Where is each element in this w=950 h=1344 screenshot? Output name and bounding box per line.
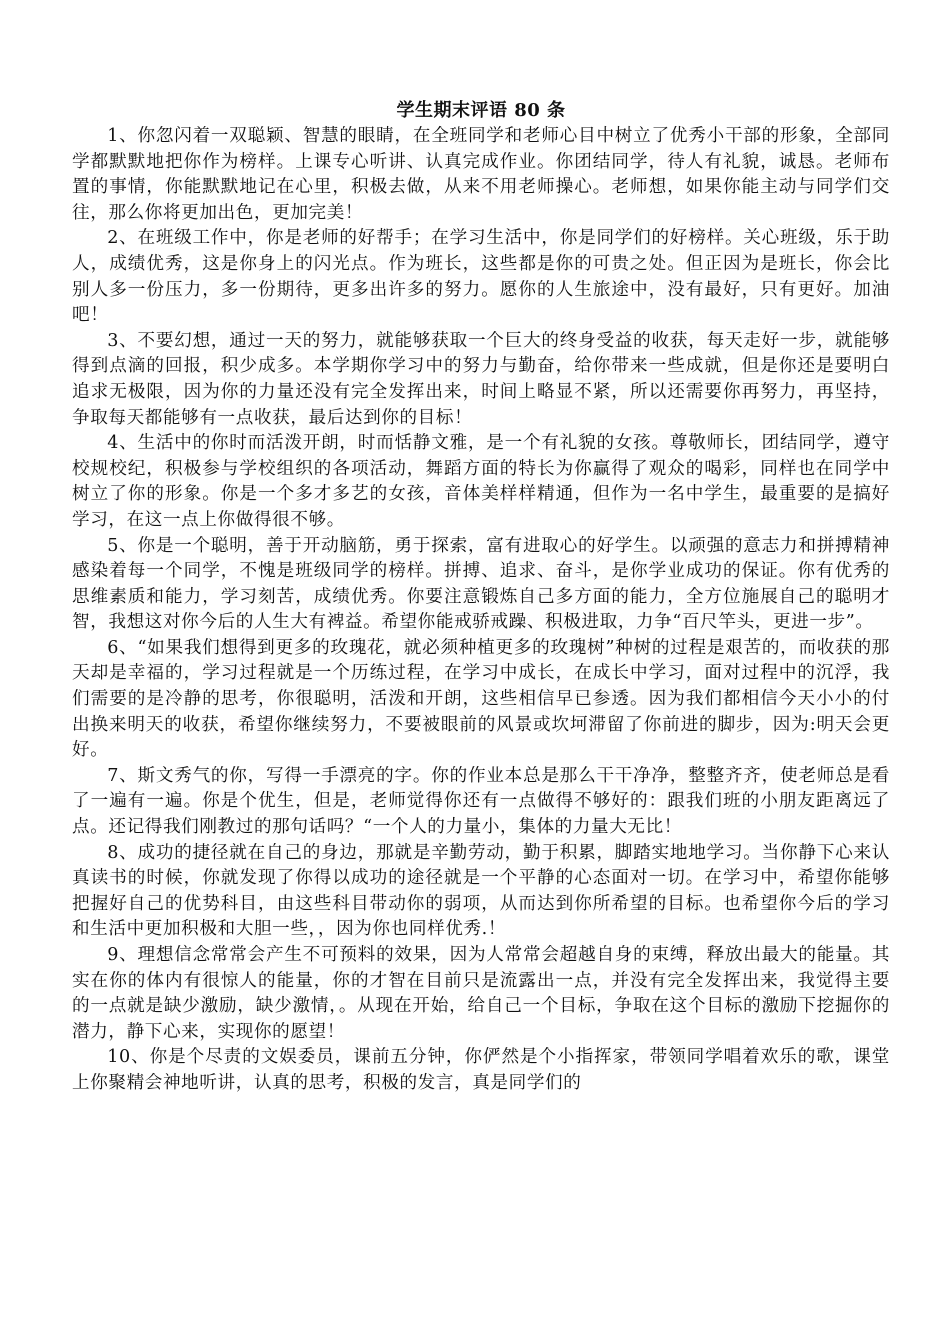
comment-paragraph: 7、斯文秀气的你，写得一手漂亮的字。你的作业本总是那么干干净净，整整齐齐，使老师总是看了一遍有一遍。你是个优生，但是，老师觉得你还有一点做得不够好的：跟我们班的小朋友距离远了点。还记得我们刚教过的那句话吗？“一个人的力量小，集体的力量大无比！	[72, 765, 890, 838]
comment-paragraph: 8、成功的捷径就在自己的身边，那就是辛勤劳动，勤于积累，脚踏实地地学习。当你静下心来认真读书的时候，你就发现了你得以成功的途径就是一个平静的心态面对一切。在学习中，希望你能够把握好自己的优势科目，由这些科目带动你的弱项，从而达到你所希望的目标。也希望你今后的学习和生活中更加积极和大胆一些，，因为你也同样优秀.！	[72, 842, 890, 940]
comment-paragraph: 5、你是一个聪明，善于开动脑筋，勇于探索，富有进取心的好学生。以顽强的意志力和拼搏精神感染着每一个同学，不愧是班级同学的榜样。拼搏、追求、奋斗，是你学业成功的保证。你有优秀的思维素质和能力，学习刻苦，成绩优秀。你要注意锻炼自己多方面的能力，全方位施展自己的聪明才智，我想这对你今后的人生大有裨益。希望你能戒骄戒躁、积极进取，力争“百尺竿头，更进一步”。	[72, 535, 890, 633]
comment-paragraph: 10、你是个尽责的文娱委员，课前五分钟，你俨然是个小指挥家，带领同学唱着欢乐的歌，课堂上你聚精会神地听讲，认真的思考，积极的发言，真是同学们的	[72, 1047, 890, 1093]
document-page	[72, 98, 890, 1097]
comment-paragraph: 1、你忽闪着一双聪颖、智慧的眼睛，在全班同学和老师心目中树立了优秀小干部的形象，全部同学都默默地把你作为榜样。上课专心听讲、认真完成作业。你团结同学，待人有礼貌，诚恳。老师布置的事情，你能默默地记在心里，积极去做，从来不用老师操心。老师想，如果你能主动与同学们交往，那么你将更加出色，更加完美！	[72, 126, 890, 223]
comment-paragraph: 2、在班级工作中，你是老师的好帮手；在学习生活中，你是同学们的好榜样。关心班级，乐于助人，成绩优秀，这是你身上的闪光点。作为班长，这些都是你的可贵之处。但正因为是班长，你会比别人多一份压力，多一份期待，更多出许多的努力。愿你的人生旅途中，没有最好，只有更好。加油吧！	[72, 228, 890, 326]
comment-paragraph: 3、不要幻想，通过一天的努力，就能够获取一个巨大的终身受益的收获，每天走好一步，就能够得到点滴的回报，积少成多。本学期你学习中的努力与勤奋，给你带来一些成就，但是你还是要明白追求无极限，因为你的力量还没有完全发挥出来，时间上略显不紧，所以还需要你再努力，再坚持，争取每天都能够有一点收获，最后达到你的目标！	[72, 330, 890, 428]
document-title: 学生期末评语 80 条	[396, 100, 566, 121]
comment-paragraph: 9、理想信念常常会产生不可预料的效果，因为人常常会超越自身的束缚，释放出最大的能量。其实在你的体内有很惊人的能量，你的才智在目前只是流露出一点，并没有完全发挥出来，我觉得主要的一点就是缺少激励，缺少激情，。从现在开始，给自己一个目标，争取在这个目标的激励下挖掘你的潜力，静下心来，实现你的愿望！	[72, 945, 890, 1042]
comment-paragraph: 4、生活中的你时而活泼开朗，时而恬静文雅，是一个有礼貌的女孩。尊敬师长，团结同学，遵守校规校纪，积极参与学校组织的各项活动，舞蹈方面的特长为你赢得了观众的喝彩，同样也在同学中树立了你的形象。你是一个多才多艺的女孩，音体美样样精通，但作为一名中学生，最重要的是搞好学习，在这一点上你做得很不够。	[72, 433, 890, 530]
comment-paragraph: 6、“如果我们想得到更多的玫瑰花，就必须种植更多的玫瑰树”种树的过程是艰苦的，而收获的那天却是幸福的，学习过程就是一个历练过程，在学习中成长，在成长中学习，面对过程中的沉浮，我们需要的是冷静的思考，你很聪明，活泼和开朗，这些相信早已参透。因为我们都相信今天小小的付出换来明天的收获，希望你继续努力，不要被眼前的风景或坎坷滞留了你前进的脚步，因为:明天会更好。	[72, 637, 890, 761]
